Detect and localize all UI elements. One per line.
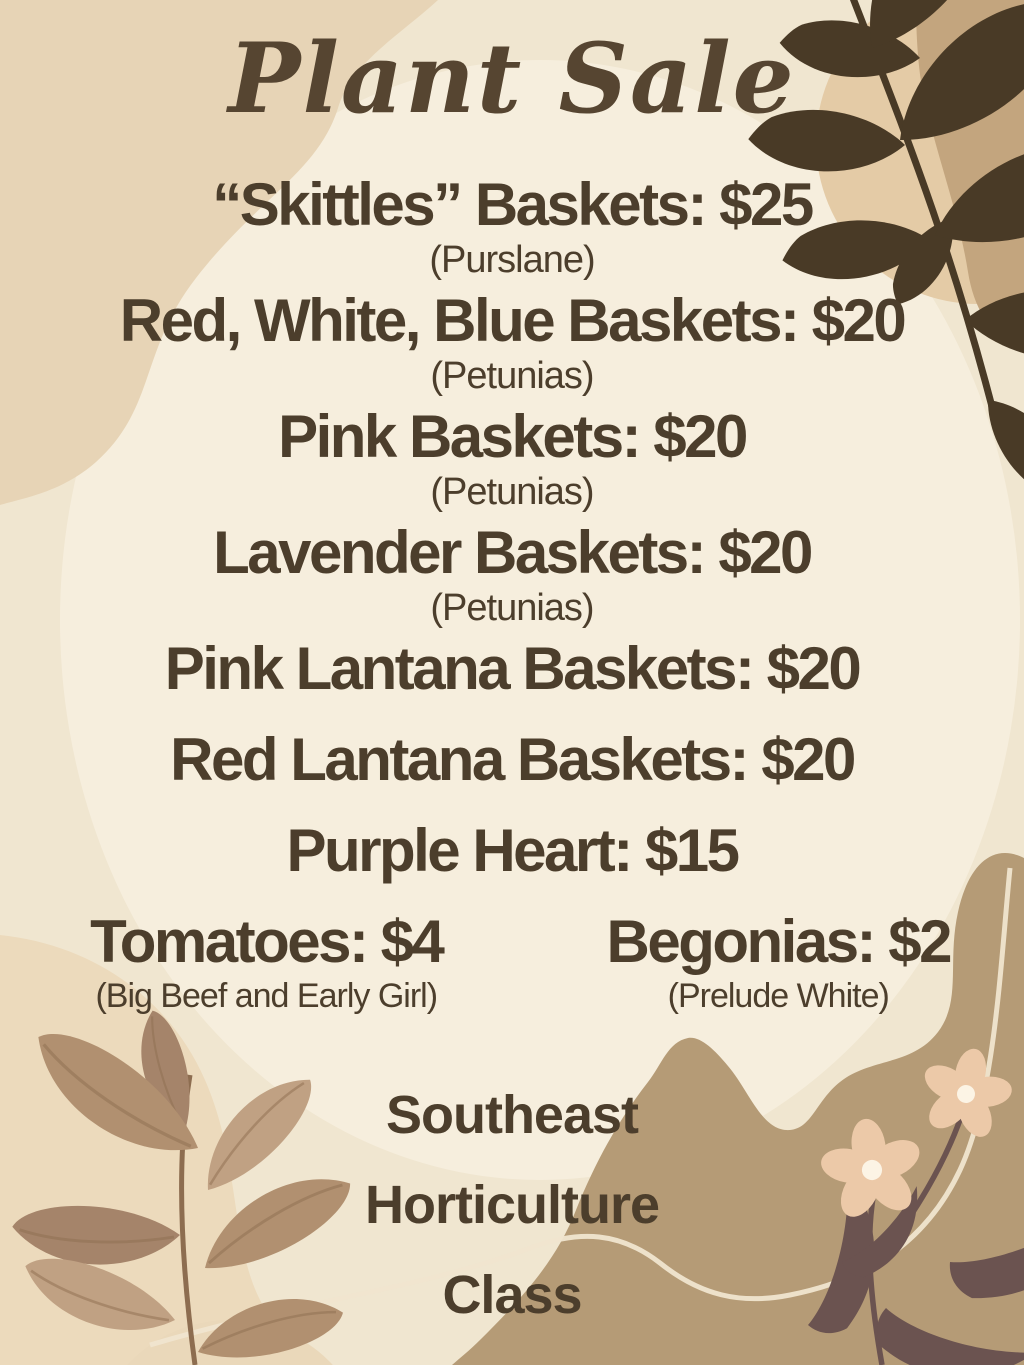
item-name: “Skittles” Baskets: $25 — [212, 171, 812, 238]
item-variety: (Prelude White) — [667, 977, 889, 1015]
sale-item-red-white-blue — [119, 287, 905, 397]
item-name: Pink Lantana Baskets: $20 — [164, 635, 860, 702]
sale-item-skittles — [212, 171, 812, 281]
organizer-line: Horticulture — [364, 1175, 660, 1235]
sale-item-begonias — [532, 908, 1024, 1015]
sale-item-pink-lantana — [164, 635, 860, 702]
item-name: Lavender Baskets: $20 — [213, 519, 811, 586]
poster-title: Plant Sale — [228, 22, 796, 135]
organizer-line: Class — [442, 1265, 582, 1325]
item-name: Red, White, Blue Baskets: $20 — [119, 287, 905, 354]
organizer-name — [365, 1087, 659, 1357]
sale-item-tomatoes — [0, 908, 532, 1015]
item-name: Red Lantana Baskets: $20 — [170, 726, 854, 793]
item-variety: (Petunias) — [430, 471, 594, 513]
organizer-line: Southeast — [385, 1085, 639, 1145]
sale-item-pink-baskets — [278, 403, 746, 513]
item-variety: (Petunias) — [430, 587, 594, 629]
two-column-row — [0, 908, 1024, 1027]
item-variety: (Big Beef and Early Girl) — [95, 977, 438, 1015]
item-name: Tomatoes: $4 — [90, 908, 443, 975]
item-variety: (Purslane) — [429, 239, 595, 281]
item-name: Purple Heart: $15 — [286, 817, 738, 884]
sale-item-purple-heart — [286, 817, 738, 884]
item-name: Pink Baskets: $20 — [278, 403, 746, 470]
sale-item-red-lantana — [170, 726, 854, 793]
item-variety: (Petunias) — [430, 355, 594, 397]
sale-item-lavender-baskets — [213, 519, 811, 629]
item-name: Begonias: $2 — [606, 908, 950, 975]
